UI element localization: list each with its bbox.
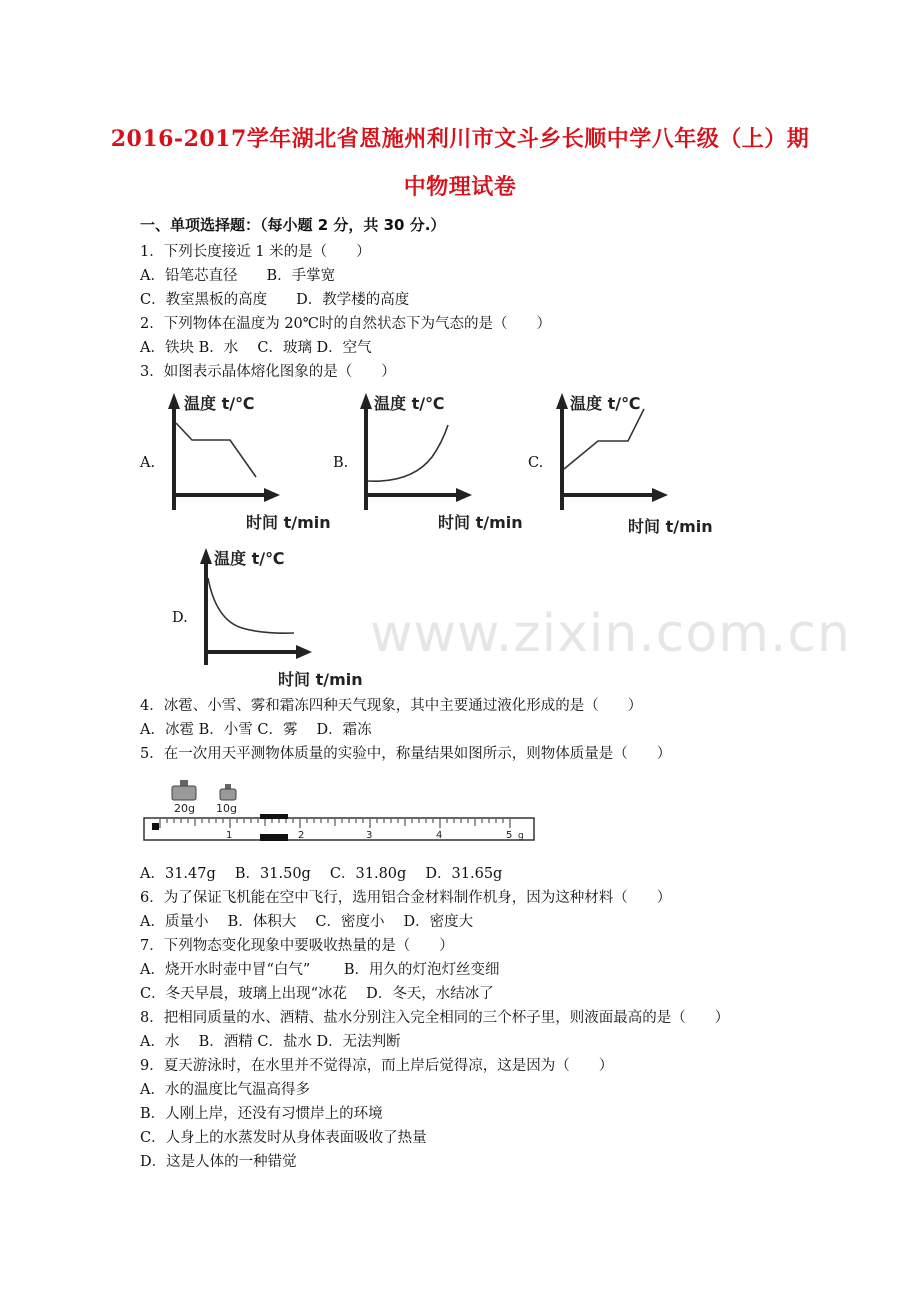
graph-a xyxy=(160,385,335,535)
tick-label-3: 3 xyxy=(366,830,373,841)
weight-20g xyxy=(172,780,196,800)
q9-option-a: A．水的温度比气温高得多 xyxy=(140,1082,310,1098)
q7-options-cd: C．冬天早晨，玻璃上出现“冰花 D．冬天，水结冰了 xyxy=(140,986,494,1002)
graph-d xyxy=(192,540,367,690)
tick-label-1: 1 xyxy=(226,830,233,841)
exam-title-line2: 中物理试卷 xyxy=(403,174,517,200)
rider-top xyxy=(260,814,288,819)
graph-d-curve xyxy=(208,578,294,633)
graph-b-ylabel: 温度 t/℃ xyxy=(374,394,445,413)
q1-options-ab: A．铅笔芯直径 B．手掌宽 xyxy=(140,268,336,284)
q6-options: A．质量小 B．体积大 C．密度小 D．密度大 xyxy=(140,914,474,930)
rider-bottom xyxy=(260,834,288,841)
scale-unit: g xyxy=(518,831,524,841)
graph-c-xlabel: 时间 t/min xyxy=(628,517,713,535)
weight-10g xyxy=(220,784,236,800)
q1-options-cd: C．教室黑板的高度 D．教学楼的高度 xyxy=(140,292,410,308)
q5-options: A．31.47g B．31.50g C．31.80g D．31.65g xyxy=(140,866,503,882)
weight-10g-label: 10g xyxy=(216,802,237,815)
graph-a-label: A. xyxy=(140,455,156,471)
watermark: www.zixin.com.cn xyxy=(370,604,851,664)
q2-options: A．铁块 B．水 C．玻璃 D．空气 xyxy=(140,340,372,356)
graph-b-xlabel: 时间 t/min xyxy=(438,513,523,532)
q7-stem: 7．下列物态变化现象中要吸收热量的是（ ） xyxy=(140,938,454,954)
graph-b-label: B. xyxy=(333,455,349,471)
q2-stem: 2．下列物体在温度为 20℃时的自然状态下为气态的是（ ） xyxy=(140,316,552,332)
exam-title-line1: 2016-2017学年湖北省恩施州利川市文斗乡长顺中学八年级（上）期 xyxy=(110,126,810,152)
q9-option-b: B．人刚上岸，还没有习惯岸上的环境 xyxy=(140,1106,383,1122)
graph-b-curve xyxy=(368,425,448,481)
q8-options: A．水 B．酒精 C．盐水 D．无法判断 xyxy=(140,1034,401,1050)
q4-options: A．冰雹 B．小雪 C．雾 D．霜冻 xyxy=(140,722,372,738)
q9-option-d: D．这是人体的一种错觉 xyxy=(140,1154,297,1170)
q5-stem: 5．在一次用天平测物体质量的实验中，称量结果如图所示，则物体质量是（ ） xyxy=(140,746,672,762)
tick-label-4: 4 xyxy=(436,830,443,841)
q9-stem: 9．夏天游泳时，在水里并不觉得凉，而上岸后觉得凉，这是因为（ ） xyxy=(140,1058,614,1074)
graph-a-ylabel: 温度 t/℃ xyxy=(184,394,255,413)
graph-b xyxy=(352,385,527,535)
q3-stem: 3．如图表示晶体熔化图象的是（ ） xyxy=(140,364,396,380)
section-heading: 一、单项选择题：（每小题 2 分，共 30 分.） xyxy=(140,216,446,234)
graph-c-ylabel: 温度 t/℃ xyxy=(570,394,641,413)
q7-options-ab: A．烧开水时壶中冒“白气” B．用久的灯泡灯丝变细 xyxy=(140,962,500,978)
tick-label-5: 5 xyxy=(506,830,513,841)
q9-option-c: C．人身上的水蒸发时从身体表面吸收了热量 xyxy=(140,1130,427,1146)
graph-c-label: C. xyxy=(528,455,544,471)
graph-d-xlabel: 时间 t/min xyxy=(278,670,363,689)
graph-c xyxy=(548,385,723,535)
q6-stem: 6．为了保证飞机能在空中飞行，选用铝合金材料制作机身，因为这种材料（ ） xyxy=(140,890,672,906)
tick-label-2: 2 xyxy=(298,830,305,841)
weight-20g-label: 20g xyxy=(174,802,195,815)
graph-a-xlabel: 时间 t/min xyxy=(246,513,331,532)
graph-c-curve xyxy=(564,409,644,469)
balance-figure xyxy=(140,766,540,846)
q8-stem: 8．把相同质量的水、酒精、盐水分别注入完全相同的三个杯子里，则液面最高的是（ ） xyxy=(140,1010,730,1026)
q1-stem: 1．下列长度接近 1 米的是（ ） xyxy=(140,244,371,260)
graph-d-ylabel: 温度 t/℃ xyxy=(214,549,285,568)
graph-d-label: D. xyxy=(172,610,188,626)
graph-a-curve xyxy=(176,423,256,477)
q4-stem: 4．冰雹、小雪、雾和霜冻四种天气现象，其中主要通过液化形成的是（ ） xyxy=(140,698,643,714)
